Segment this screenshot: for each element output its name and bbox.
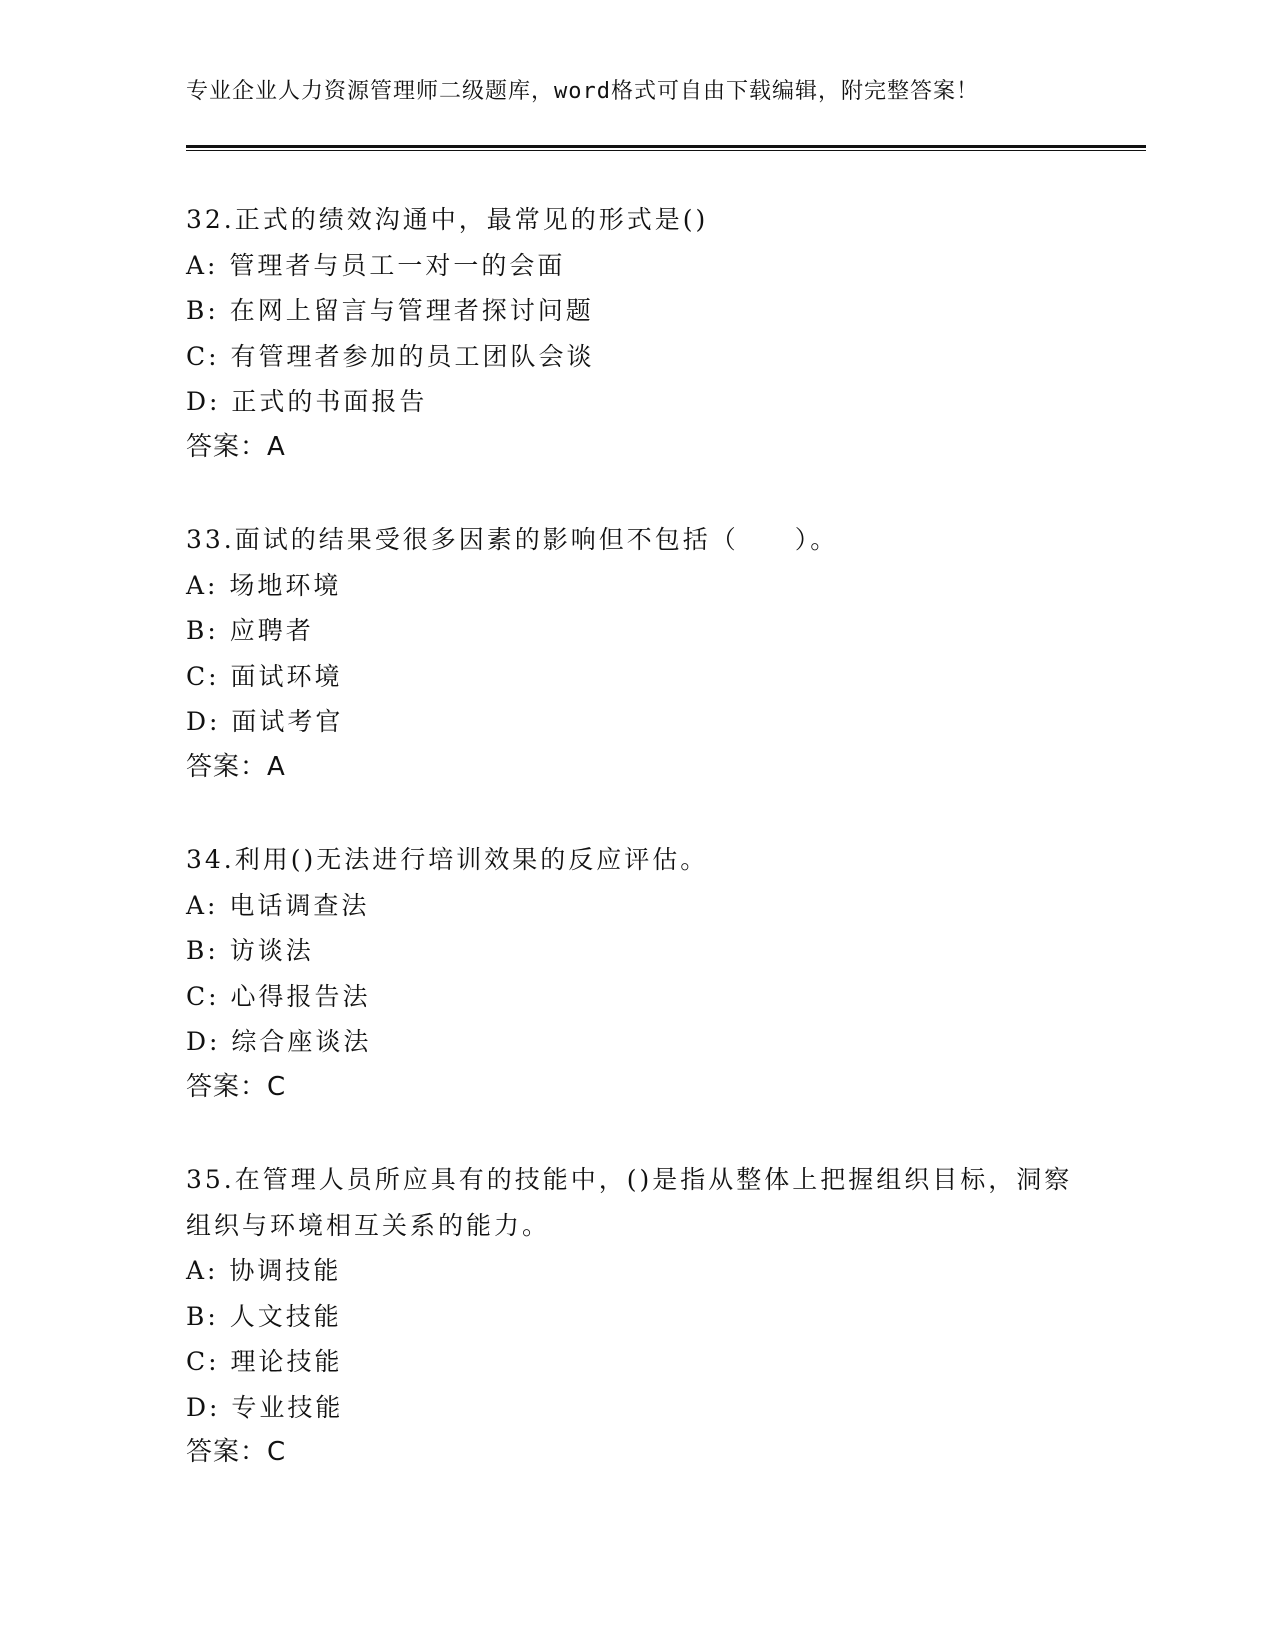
- question-stem: 33.面试的结果受很多因素的影响但不包括（ ）。: [186, 525, 839, 554]
- question-33: [186, 517, 1086, 790]
- page-header: 专业企业人力资源管理师二级题库，word格式可自由下载编辑，附完整答案！: [186, 79, 979, 104]
- option-a: A: 协调技能: [186, 1256, 342, 1285]
- option-a: A: 电话调查法: [186, 890, 370, 920]
- option-b: B: 人文技能: [186, 1301, 342, 1331]
- option-d: D: 面试考官: [186, 707, 344, 736]
- question-stem: 32.正式的绩效沟通中，最常见的形式是(): [186, 205, 709, 234]
- answer-line: 答案：A: [186, 431, 286, 462]
- option-b: B: 访谈法: [186, 936, 314, 965]
- question-32: [186, 197, 1086, 470]
- question-stem: 34.利用()无法进行培训效果的反应评估。: [186, 845, 709, 874]
- header-rule-thick: [186, 145, 1146, 148]
- option-d: D: 综合座谈法: [186, 1027, 372, 1056]
- answer-line: 答案：C: [186, 1437, 287, 1467]
- question-35: [186, 1157, 1086, 1476]
- option-c: C: 面试环境: [186, 661, 343, 691]
- option-b: B: 在网上留言与管理者探讨问题: [186, 296, 594, 325]
- option-d: D: 专业技能: [186, 1392, 344, 1422]
- option-c: C: 理论技能: [186, 1347, 343, 1376]
- answer-line: 答案：C: [186, 1071, 287, 1102]
- answer-line: 答案：A: [186, 751, 286, 782]
- option-b: B: 应聘者: [186, 616, 314, 645]
- option-a: A: 管理者与员工一对一的会面: [186, 250, 566, 280]
- question-list: [186, 197, 1086, 1523]
- question-34: [186, 837, 1086, 1110]
- option-c: C: 心得报告法: [186, 981, 371, 1011]
- question-stem: 35.在管理人员所应具有的技能中，()是指从整体上把握组织目标，洞察组织与环境相互关系的能力。: [186, 1165, 1073, 1240]
- header-rule-thin: [186, 150, 1146, 151]
- option-a: A: 场地环境: [186, 570, 342, 600]
- option-d: D: 正式的书面报告: [186, 387, 428, 416]
- option-c: C: 有管理者参加的员工团队会谈: [186, 341, 595, 371]
